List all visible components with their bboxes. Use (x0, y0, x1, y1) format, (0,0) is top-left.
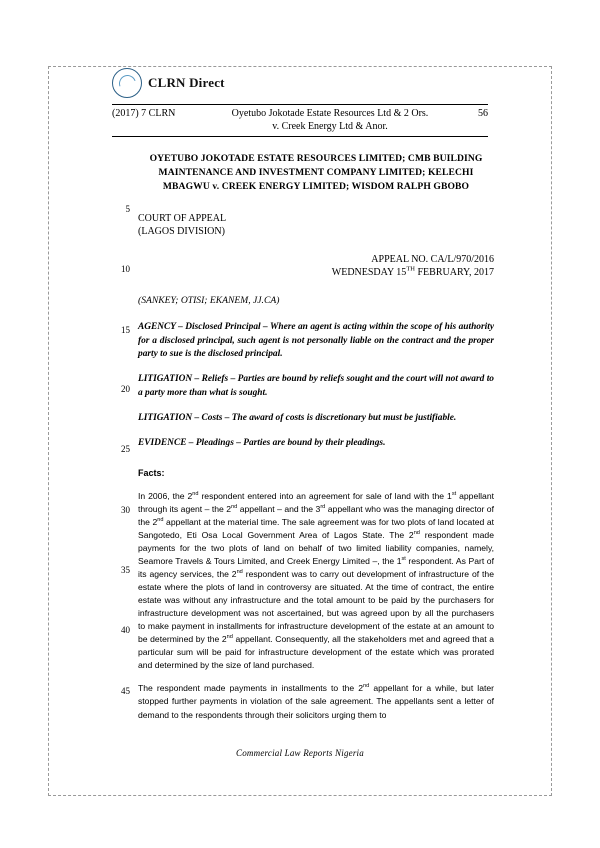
line-number: 5 (125, 204, 130, 214)
holding-item: LITIGATION – Reliefs – Parties are bound by reliefs sought and the court will not award to a party more than what is sought. (138, 374, 494, 398)
judges-panel: (SANKEY; OTISI; EKANEM, JJ.CA) (138, 294, 280, 306)
holding-item: EVIDENCE – Pleadings – Parties are bound by their pleadings. (138, 438, 386, 449)
line-number: 45 (121, 686, 130, 696)
line-number: 35 (121, 565, 130, 575)
line-number: 25 (121, 444, 130, 454)
masthead (112, 68, 225, 98)
facts-heading: Facts: (138, 467, 165, 478)
footer-text: Commercial Law Reports Nigeria (236, 748, 364, 758)
judgment-date (138, 266, 494, 280)
header-citation: (2017) 7 CLRN (112, 108, 176, 119)
line-number: 40 (121, 625, 130, 635)
case-title: OYETUBO JOKOTADE ESTATE RESOURCES LIMITED; CMB BUILDING MAINTENANCE AND INVESTMENT COMPANY LIMITED; KELECHI MBAGWU v. CREEK ENERGY LIMITED; WISDOM RALPH GBOBO (149, 153, 483, 192)
brand-name: CLRN Direct (148, 75, 225, 90)
line-number: 15 (121, 325, 130, 335)
header-rule-bottom (112, 136, 488, 137)
running-header (112, 104, 488, 137)
facts-paragraphs (138, 490, 494, 722)
header-page-number: 56 (478, 108, 488, 119)
header-rule-top (112, 104, 488, 105)
header-case-name (202, 108, 458, 133)
line-number: 10 (121, 264, 130, 274)
judgment-date-ordinal: TH (406, 265, 415, 273)
document-sheet (62, 66, 538, 796)
judgment-date-prefix: WEDNESDAY 15 (331, 267, 407, 279)
appeal-block (138, 253, 494, 280)
paragraph: In 2006, the 2nd respondent entered into an agreement for sale of land with the 1st appellant through its agent – the 2nd appellant – and the 3rd appellant who was the managing director of the 2nd appellant at the material time. The sale agreement was for two plots of land located at Sangotedo, Eti Osa Local Government Area of Lagos State. The 2nd respondent made payments for the two plots of land on behalf of two limited liability companies, namely, Seamore Travels & Tours Limited, and Creek Energy Limited –, the 1st respondent. As Part of its agency services, the 2nd respondent was to carry out development of infrastructure of the estate where the plots of land in controversy are situated. At the time of contract, the entire estate was without any infrastructure and the total amount to be paid by the purchasers for infrastructure development was not ascertained, but was agreed upon by all the purchasers to make payment in installments for infrastructure development of the estate at an amount to be determined by the 2nd appellant. Consequently, all the stakeholders met and agreed that a particular sum will be paid for infrastructure development of the estate which was prorated and determined by the size of land purchased. (138, 490, 494, 671)
appeal-number: APPEAL NO. CA/L/970/2016 (371, 253, 494, 265)
line-number: 20 (121, 384, 130, 394)
holdings-list (138, 321, 494, 450)
running-header-row (112, 108, 488, 133)
judgment-date-suffix: FEBRUARY, 2017 (414, 267, 494, 279)
header-case-line-2: v. Creek Energy Ltd & Anor. (272, 120, 388, 132)
holding-item: AGENCY – Disclosed Principal – Where an agent is acting within the scope of his authority for a disclosed principal, such agent is not personally liable on the contract and the proper party to sue is the disclosed principal. (138, 322, 494, 360)
circular-swirl-logo-icon (112, 68, 142, 98)
holding-item: LITIGATION – Costs – The award of costs is discretionary but must be justifiable. (138, 413, 457, 424)
body-column (138, 152, 494, 732)
header-case-line-1: Oyetubo Jokotade Estate Resources Ltd & 2 Ors. (231, 108, 429, 119)
court-division: (LAGOS DIVISION) (138, 226, 225, 238)
court-name: COURT OF APPEAL (138, 212, 227, 224)
line-number: 30 (121, 505, 130, 515)
paragraph: The respondent made payments in installments to the 2nd appellant for a while, but later stopped further payments in violation of the sale agreement. The appellants sent a letter of demand to the respondents through their solicitors urging them to (138, 683, 495, 720)
court-block (138, 212, 494, 239)
